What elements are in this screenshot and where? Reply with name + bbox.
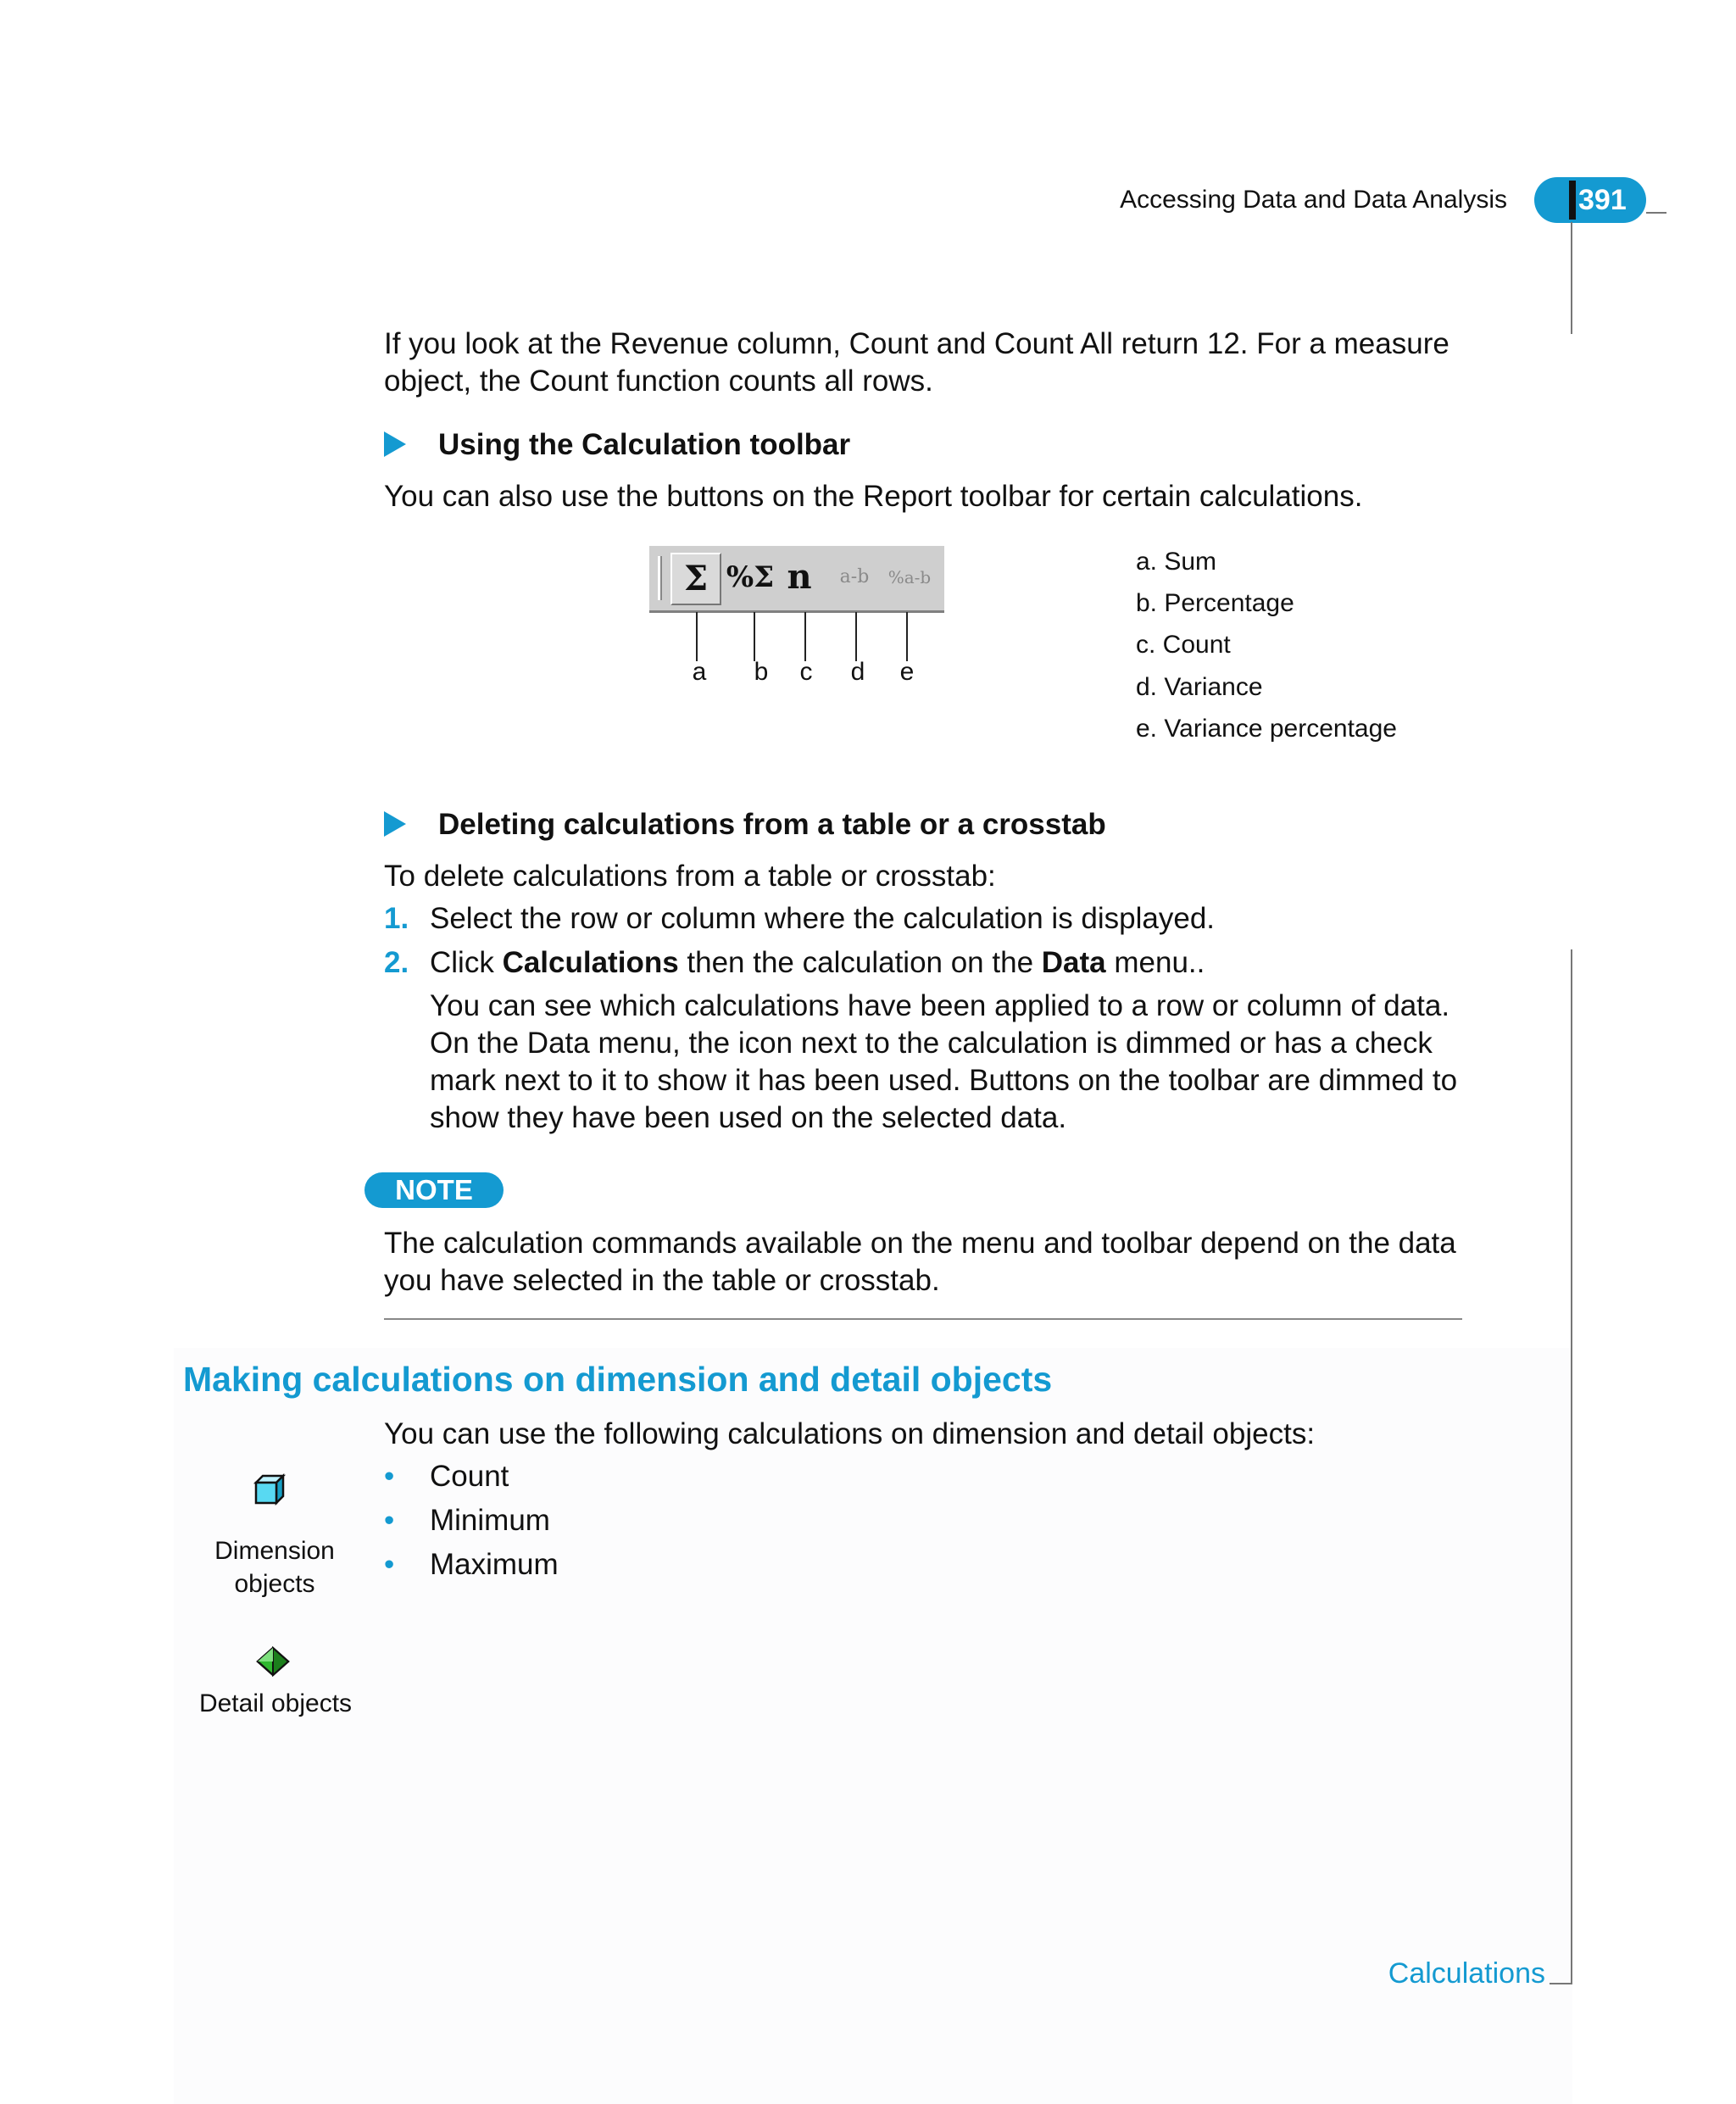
delete-intro: To delete calculations from a table or crosstab:	[384, 860, 996, 893]
count-button-icon[interactable]: n	[787, 557, 812, 597]
callout-line-a	[696, 612, 698, 661]
dimension-objects-label	[207, 1534, 342, 1600]
step-text	[430, 946, 1205, 980]
delete-heading	[384, 808, 1106, 842]
bullet-item: Count	[430, 1460, 509, 1493]
legend-count: c. Count	[1136, 631, 1231, 659]
delete-heading-text: Deleting calculations from a table or a crosstab	[438, 808, 1106, 841]
sum-button-icon[interactable]: Σ	[670, 553, 721, 605]
step-text-bold: Calculations	[502, 946, 679, 979]
note-badge: NOTE	[364, 1172, 504, 1208]
intro-paragraph: If you look at the Revenue column, Count and Count All return 12. For a measure object, the Count function counts all rows.	[384, 327, 1449, 398]
step-body: You can see which calculations have been applied to a row or column of data. On the Data menu, the icon next to the calculation is dimmed or has a check mark next to it to show it has been used. Buttons on the toolbar are dimmed to show they have been used on the selected data.	[430, 989, 1458, 1134]
step-text-part: then the calculation on the	[678, 946, 1042, 979]
footer-section-name: Calculations	[1388, 1957, 1545, 1990]
step-number: 1.	[384, 902, 409, 935]
footer-rule	[1550, 1983, 1572, 1984]
dimension-label-line: objects	[234, 1570, 315, 1598]
step-text-part: Click	[430, 946, 503, 979]
section-divider	[384, 1318, 1462, 1320]
dimension-cube-icon	[253, 1472, 287, 1506]
step-text: Select the row or column where the calculation is displayed.	[430, 902, 1216, 935]
callout-line-e	[906, 612, 908, 661]
calc-toolbar-paragraph: You can also use the buttons on the Report toolbar for certain calculations.	[384, 480, 1363, 513]
bullet-item: Maximum	[430, 1548, 559, 1581]
legend-sum: a. Sum	[1136, 548, 1217, 576]
page-number-badge: 391	[1534, 177, 1646, 223]
arrow-right-icon	[384, 431, 406, 457]
callout-label-e: e	[899, 658, 915, 686]
callout-line-c	[804, 612, 806, 661]
margin-rule-top	[1571, 222, 1572, 334]
step-text-bold: Data	[1041, 946, 1106, 979]
percentage-button-icon[interactable]: %Σ	[726, 560, 775, 594]
calc-toolbar-heading-text: Using the Calculation toolbar	[438, 428, 851, 461]
callout-label-c: c	[799, 658, 813, 686]
header-rule	[1646, 212, 1666, 214]
step-text-part: menu..	[1105, 946, 1205, 979]
running-head: Accessing Data and Data Analysis	[1120, 186, 1507, 214]
note-text: The calculation commands available on the menu and toolbar depend on the data you have selected in the table or crosstab.	[384, 1227, 1456, 1297]
callout-line-d	[855, 612, 857, 661]
section-title: Making calculations on dimension and detail objects	[183, 1360, 1053, 1399]
margin-rule-bottom	[1571, 949, 1572, 1984]
variance-percentage-button-icon[interactable]: %a-b	[887, 567, 932, 587]
calc-toolbar-heading	[384, 428, 850, 462]
variance-button-icon[interactable]: a-b	[839, 566, 870, 587]
callout-line-b	[754, 612, 755, 661]
step-number: 2.	[384, 946, 409, 979]
page-number-marker	[1569, 181, 1576, 220]
dimension-intro: You can use the following calculations on dimension and detail objects:	[384, 1417, 1316, 1450]
detail-pyramid-icon	[256, 1646, 290, 1677]
callout-label-d: d	[850, 658, 865, 686]
bullet-item: Minimum	[430, 1504, 550, 1537]
legend-variance-percentage: e. Variance percentage	[1136, 715, 1397, 743]
bullet-icon: •	[384, 1460, 395, 1493]
dimension-label-line: Dimension	[214, 1537, 335, 1565]
legend-variance: d. Variance	[1136, 673, 1263, 701]
detail-objects-label: Detail objects	[198, 1689, 353, 1717]
toolbar-grip	[658, 556, 662, 600]
arrow-right-icon	[384, 811, 406, 837]
callout-label-b: b	[754, 658, 769, 686]
legend-percentage: b. Percentage	[1136, 589, 1294, 617]
callout-label-a: a	[692, 658, 707, 686]
bullet-icon: •	[384, 1504, 395, 1537]
bullet-icon: •	[384, 1548, 395, 1581]
